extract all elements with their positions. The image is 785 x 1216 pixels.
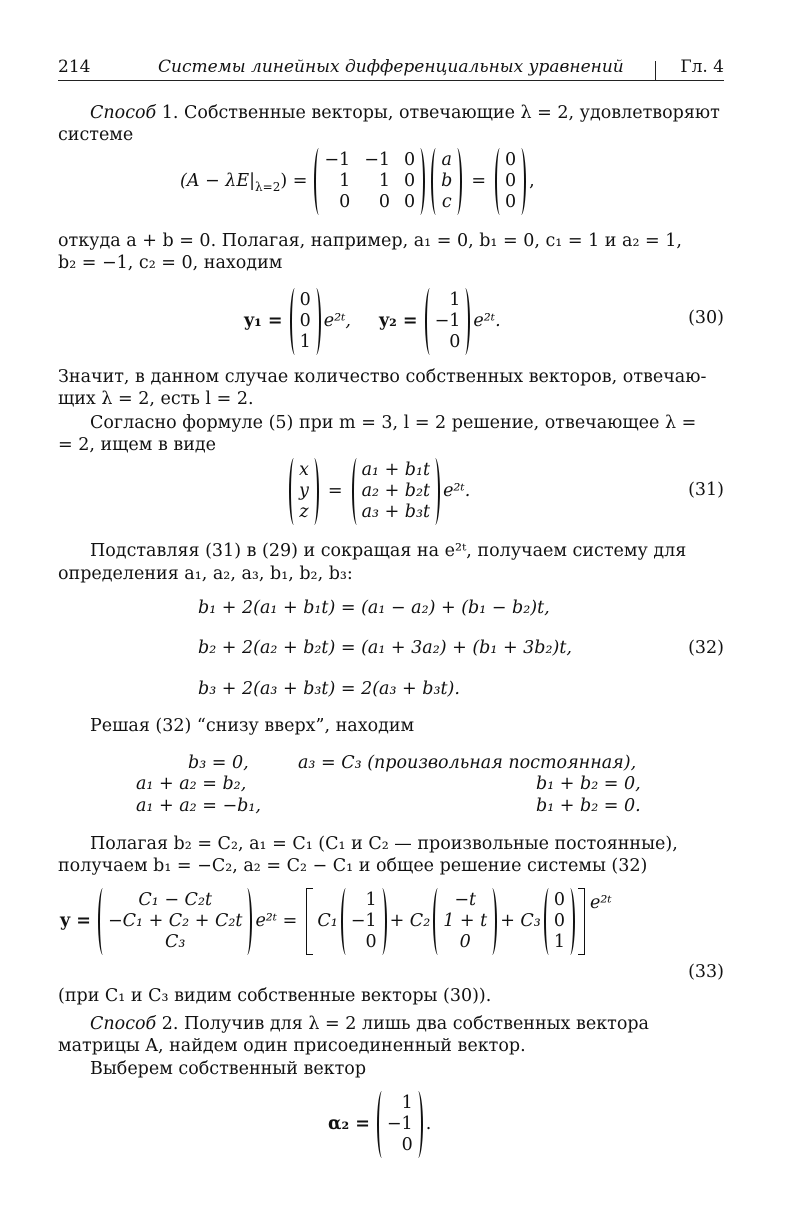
paragraph-solving: Решая (32) “снизу вверх”, находим xyxy=(90,716,415,736)
system-row1-right: a₃ = C₃ (произвольная постоянная), xyxy=(298,753,637,773)
eigenvector-y1 xyxy=(290,288,321,355)
basis-vector-2 xyxy=(433,888,497,955)
system-row3-right: b₁ + b₂ = 0. xyxy=(536,796,641,816)
vector-entry: 0 xyxy=(505,149,517,170)
vector-entry: −C₁ + C₂ + C₂t xyxy=(107,910,243,931)
vector-entry: 0 xyxy=(299,289,311,310)
paragraph-substitute-line1: Подставляя (31) в (29) и сокращая на e²ᵗ, получаем систему для xyxy=(90,541,687,561)
vector-entry: a₁ + b₁t xyxy=(361,459,431,480)
equation-number-32: (32) xyxy=(688,638,724,658)
vector-entry: 1 + t xyxy=(443,910,488,931)
matrix-entry: 0 xyxy=(404,191,416,212)
vector-entry: −1 xyxy=(386,1113,413,1134)
matrix-a-minus-2e xyxy=(314,148,425,215)
running-header xyxy=(58,57,724,81)
paragraph-then-line2: b₂ = −1, c₂ = 0, находим xyxy=(58,253,283,273)
chapter-label: Гл. 4 xyxy=(680,57,724,77)
vector-entry: 1 xyxy=(401,1092,413,1113)
system-row3-left: a₁ + a₂ = −b₁, xyxy=(136,796,261,816)
paragraph-setting-line1: Полагая b₂ = C₂, a₁ = C₁ (C₁ и C₂ — произвольные постоянные), xyxy=(90,834,678,854)
zero-vector xyxy=(495,148,526,215)
header-divider xyxy=(655,61,656,80)
equation-alpha2: α₂ = 1 −1 0 . xyxy=(328,1088,431,1160)
vector-entry: x xyxy=(299,459,309,480)
paragraph-remark: (при C₁ и C₃ видим собственные векторы (30)). xyxy=(58,986,492,1006)
vector-entry: 0 xyxy=(299,310,311,331)
eigenvector-alpha2 xyxy=(377,1091,423,1158)
vector-entry: b xyxy=(441,170,453,191)
page-number: 214 xyxy=(58,57,91,77)
equation-eigen-system: (A − λE| λ=2 ) = −1 −1 0 1 1 0 0 0 0 a b c = 0 0 0 , xyxy=(180,146,535,216)
vector-entry: C₃ xyxy=(164,931,186,952)
vector-entry: 0 xyxy=(505,170,517,191)
matrix-entry: 0 xyxy=(339,191,351,212)
paragraph-count-line1: Значит, в данном случае количество собственных векторов, отвечаю- xyxy=(58,367,707,387)
paragraph-method2-line2: матрицы A, найдем один присоединенный вектор. xyxy=(58,1036,526,1056)
general-solution-column xyxy=(98,888,253,955)
vector-entry: C₁ − C₂t xyxy=(138,889,212,910)
vector-abc xyxy=(431,148,462,215)
vector-entry: a xyxy=(441,149,452,170)
paragraph-count-line2: щих λ = 2, есть l = 2. xyxy=(58,389,254,409)
system-row2-right: b₁ + b₂ = 0, xyxy=(536,774,641,794)
bracket-group: C₁ 1 −1 0 + C₂ −t 1 + t 0 + C₃ 0 0 1 xyxy=(306,888,585,955)
paragraph-substitute-line2: определения a₁, a₂, a₃, b₁, b₂, b₃: xyxy=(58,564,353,584)
vector-entry: c xyxy=(441,191,452,212)
matrix-entry: 1 xyxy=(339,170,351,191)
matrix-entry: 1 xyxy=(378,170,391,191)
vector-entry: −1 xyxy=(434,310,461,331)
vector-ab-t xyxy=(352,458,441,525)
equation-number-30: (30) xyxy=(688,308,724,328)
vector-entry: z xyxy=(299,501,309,522)
eigenvector-y2 xyxy=(425,288,471,355)
equation-31: x y z = a₁ + b₁t a₂ + b₂t a₃ + b₃t e²ᵗ. xyxy=(286,456,470,526)
paragraph-formula-line2: = 2, ищем в виде xyxy=(58,435,217,455)
matrix-entry: 0 xyxy=(404,149,416,170)
vector-entry: −t xyxy=(454,889,477,910)
vector-entry: 0 xyxy=(449,331,461,352)
matrix-entry: −1 xyxy=(364,149,391,170)
equation-30: y₁ = 0 0 1 e²ᵗ, y₂ = 1 −1 0 e²ᵗ. xyxy=(244,286,501,356)
equation-number-31: (31) xyxy=(688,480,724,500)
vector-entry: y xyxy=(299,480,309,501)
vector-entry: 0 xyxy=(553,889,565,910)
vector-xyz xyxy=(289,458,319,525)
paragraph-method2-line1: Способ 2. Получив для λ = 2 лишь два собственных вектора xyxy=(90,1014,649,1034)
matrix-entry: −1 xyxy=(324,149,351,170)
paragraph-method1-line1: Способ 1. Собственные векторы, отвечающие λ = 2, удовлетворяют xyxy=(90,103,720,123)
vector-entry: 0 xyxy=(459,931,471,952)
paragraph-formula-line1: Согласно формуле (5) при m = 3, l = 2 решение, отвечающее λ = xyxy=(90,413,697,433)
paragraph-method1-line2: системе xyxy=(58,125,134,145)
vector-entry: 0 xyxy=(505,191,517,212)
vector-entry: 0 xyxy=(365,931,377,952)
basis-vector-3 xyxy=(544,888,575,955)
equation-32-row2: b₂ + 2(a₂ + b₂t) = (a₁ + 3a₂) + (b₁ + 3b₂)t, xyxy=(198,638,572,658)
vector-entry: 0 xyxy=(553,910,565,931)
vector-entry: 1 xyxy=(449,289,461,310)
vector-entry: 0 xyxy=(401,1134,413,1155)
header-rule xyxy=(58,80,724,81)
equation-number-33: (33) xyxy=(688,962,724,982)
running-title: Системы линейных дифференциальных уравнений xyxy=(158,57,624,77)
system-row1-left: b₃ = 0, xyxy=(188,753,249,773)
vector-entry: −1 xyxy=(350,910,377,931)
equation-32-row1: b₁ + 2(a₁ + b₁t) = (a₁ − a₂) + (b₁ − b₂)t, xyxy=(198,598,550,618)
matrix-entry: 0 xyxy=(404,170,416,191)
matrix-entry: 0 xyxy=(378,191,391,212)
vector-entry: 1 xyxy=(299,331,311,352)
paragraph-setting-line2: получаем b₁ = −C₂, a₂ = C₂ − C₁ и общее решение системы (32) xyxy=(58,856,648,876)
vector-entry: a₃ + b₃t xyxy=(361,501,431,522)
equation-32-row3: b₃ + 2(a₃ + b₃t) = 2(a₃ + b₃t). xyxy=(198,679,460,699)
paragraph-then-line1: откуда a + b = 0. Полагая, например, a₁ = 0, b₁ = 0, c₁ = 1 и a₂ = 1, xyxy=(58,231,682,251)
vector-entry: 1 xyxy=(365,889,377,910)
system-row2-left: a₁ + a₂ = b₂, xyxy=(136,774,247,794)
equation-33: y = C₁ − C₂t −C₁ + C₂ + C₂t C₃ e²ᵗ = C₁ 1 −1 0 + C₂ −t 1 + t 0 + C₃ 0 0 1 e²ᵗ xyxy=(60,884,612,958)
vector-entry: 1 xyxy=(553,931,565,952)
paragraph-choose: Выберем собственный вектор xyxy=(90,1059,367,1079)
basis-vector-1 xyxy=(341,888,387,955)
vector-entry: a₂ + b₂t xyxy=(361,480,431,501)
